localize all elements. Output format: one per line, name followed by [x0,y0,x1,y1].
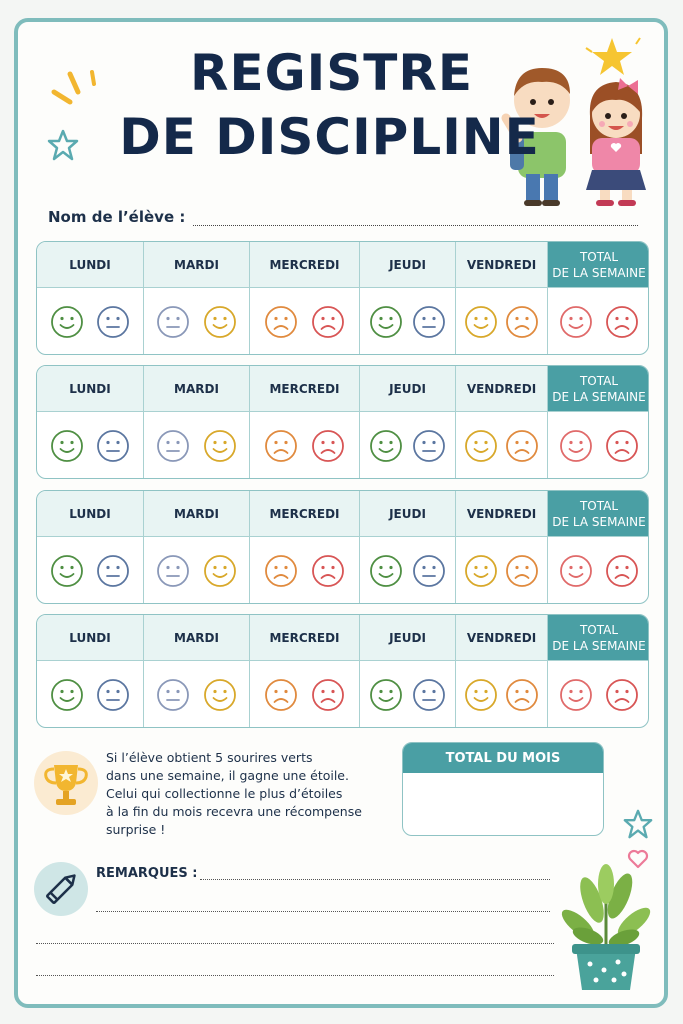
smiley-face-icon[interactable] [559,554,593,588]
smiley-face-icon[interactable] [203,678,237,712]
sad-face-icon[interactable] [605,429,639,463]
face-cell [37,661,144,728]
trophy-badge [34,751,98,815]
face-cell [548,661,649,728]
neutral-face-icon[interactable] [412,429,446,463]
week-table-2 [36,365,649,479]
sad-face-icon[interactable] [605,554,639,588]
sad-face-icon[interactable] [311,429,345,463]
student-name-label: Nom de l’élève : [48,208,186,226]
remarks-line-4[interactable] [36,974,554,976]
face-cell [456,661,548,728]
day-header: MARDI [144,242,250,288]
student-name-field[interactable] [193,212,638,226]
face-cell [250,412,360,479]
trophy-icon [34,751,98,815]
smiley-face-icon[interactable] [50,554,84,588]
face-cell [250,661,360,728]
sad-face-icon[interactable] [605,305,639,339]
month-total-field[interactable] [403,773,603,835]
sad-face-icon[interactable] [264,554,298,588]
day-header: JEUDI [360,491,456,537]
day-header: JEUDI [360,366,456,412]
pencil-badge [34,862,88,916]
day-header: MERCREDI [250,242,360,288]
face-cell [360,661,456,728]
face-cell [360,288,456,355]
potted-plant-illustration [556,860,656,996]
week-table-1 [36,241,649,355]
smiley-face-icon[interactable] [559,678,593,712]
star-outline-icon [622,808,654,840]
day-header: MERCREDI [250,491,360,537]
smiley-face-icon[interactable] [369,554,403,588]
face-cell [548,537,649,604]
sad-face-icon[interactable] [311,554,345,588]
face-cell [548,412,649,479]
smiley-face-icon[interactable] [50,429,84,463]
day-header: LUNDI [37,366,144,412]
face-cell [144,412,250,479]
face-cell [456,412,548,479]
day-header: MARDI [144,491,250,537]
reward-explanation: Si l’élève obtient 5 sourires verts dans une semaine, il gagne une étoile. Celui qui collectionne le plus d’étoiles à la fin du mois recevra une récompense surprise ! [106,750,362,837]
face-cell [144,537,250,604]
face-cell [456,537,548,604]
neutral-face-icon[interactable] [96,678,130,712]
smiley-face-icon[interactable] [369,678,403,712]
face-cell [37,537,144,604]
neutral-face-icon[interactable] [96,305,130,339]
smiley-face-icon[interactable] [50,678,84,712]
total-week-header: TOTAL DE LA SEMAINE [548,491,649,537]
day-header: JEUDI [360,242,456,288]
face-cell [456,288,548,355]
total-week-header: TOTAL DE LA SEMAINE [548,242,649,288]
sad-face-icon[interactable] [311,305,345,339]
smiley-face-icon[interactable] [464,429,498,463]
remarks-line-2[interactable] [96,910,550,912]
month-total-box [402,742,604,836]
face-cell [250,288,360,355]
neutral-face-icon[interactable] [412,678,446,712]
title-line-1: REGISTRE [189,44,474,102]
face-cell [250,537,360,604]
smiley-face-icon[interactable] [369,429,403,463]
neutral-face-icon[interactable] [96,429,130,463]
pencil-icon [34,862,88,916]
smiley-face-icon[interactable] [464,678,498,712]
neutral-face-icon[interactable] [156,678,190,712]
day-header: JEUDI [360,615,456,661]
face-cell [37,412,144,479]
total-week-header: TOTAL DE LA SEMAINE [548,615,649,661]
face-cell [360,412,456,479]
smiley-face-icon[interactable] [369,305,403,339]
day-header: MERCREDI [250,366,360,412]
face-cell [144,661,250,728]
sad-face-icon[interactable] [505,678,539,712]
day-header: VENDREDI [456,242,548,288]
day-header: MERCREDI [250,615,360,661]
smiley-face-icon[interactable] [464,305,498,339]
title-line-2: DE DISCIPLINE [119,108,540,166]
week-table-3 [36,490,649,604]
sad-face-icon[interactable] [264,429,298,463]
smiley-face-icon[interactable] [559,429,593,463]
face-cell [360,537,456,604]
day-header: MARDI [144,615,250,661]
smiley-face-icon[interactable] [50,305,84,339]
face-cell [144,288,250,355]
day-header: MARDI [144,366,250,412]
day-header: VENDREDI [456,491,548,537]
month-total-label: TOTAL DU MOIS [403,743,603,773]
neutral-face-icon[interactable] [156,429,190,463]
student-name-row [48,202,638,226]
sad-face-icon[interactable] [505,554,539,588]
neutral-face-icon[interactable] [96,554,130,588]
sad-face-icon[interactable] [311,678,345,712]
remarks-label: REMARQUES : [96,866,198,881]
neutral-face-icon[interactable] [412,554,446,588]
remarks-line-1[interactable] [200,878,550,880]
face-cell [37,288,144,355]
neutral-face-icon[interactable] [412,305,446,339]
day-header: VENDREDI [456,366,548,412]
week-table-4 [36,614,649,728]
sad-face-icon[interactable] [605,678,639,712]
sad-face-icon[interactable] [264,305,298,339]
face-cell [548,288,649,355]
day-header: LUNDI [37,615,144,661]
day-header: LUNDI [37,242,144,288]
day-header: VENDREDI [456,615,548,661]
neutral-face-icon[interactable] [156,305,190,339]
sad-face-icon[interactable] [264,678,298,712]
remarks-line-3[interactable] [36,942,554,944]
smiley-face-icon[interactable] [464,554,498,588]
smiley-face-icon[interactable] [559,305,593,339]
smiley-face-icon[interactable] [203,305,237,339]
day-header: LUNDI [37,491,144,537]
neutral-face-icon[interactable] [156,554,190,588]
smiley-face-icon[interactable] [203,554,237,588]
sad-face-icon[interactable] [505,305,539,339]
sad-face-icon[interactable] [505,429,539,463]
total-week-header: TOTAL DE LA SEMAINE [548,366,649,412]
smiley-face-icon[interactable] [203,429,237,463]
